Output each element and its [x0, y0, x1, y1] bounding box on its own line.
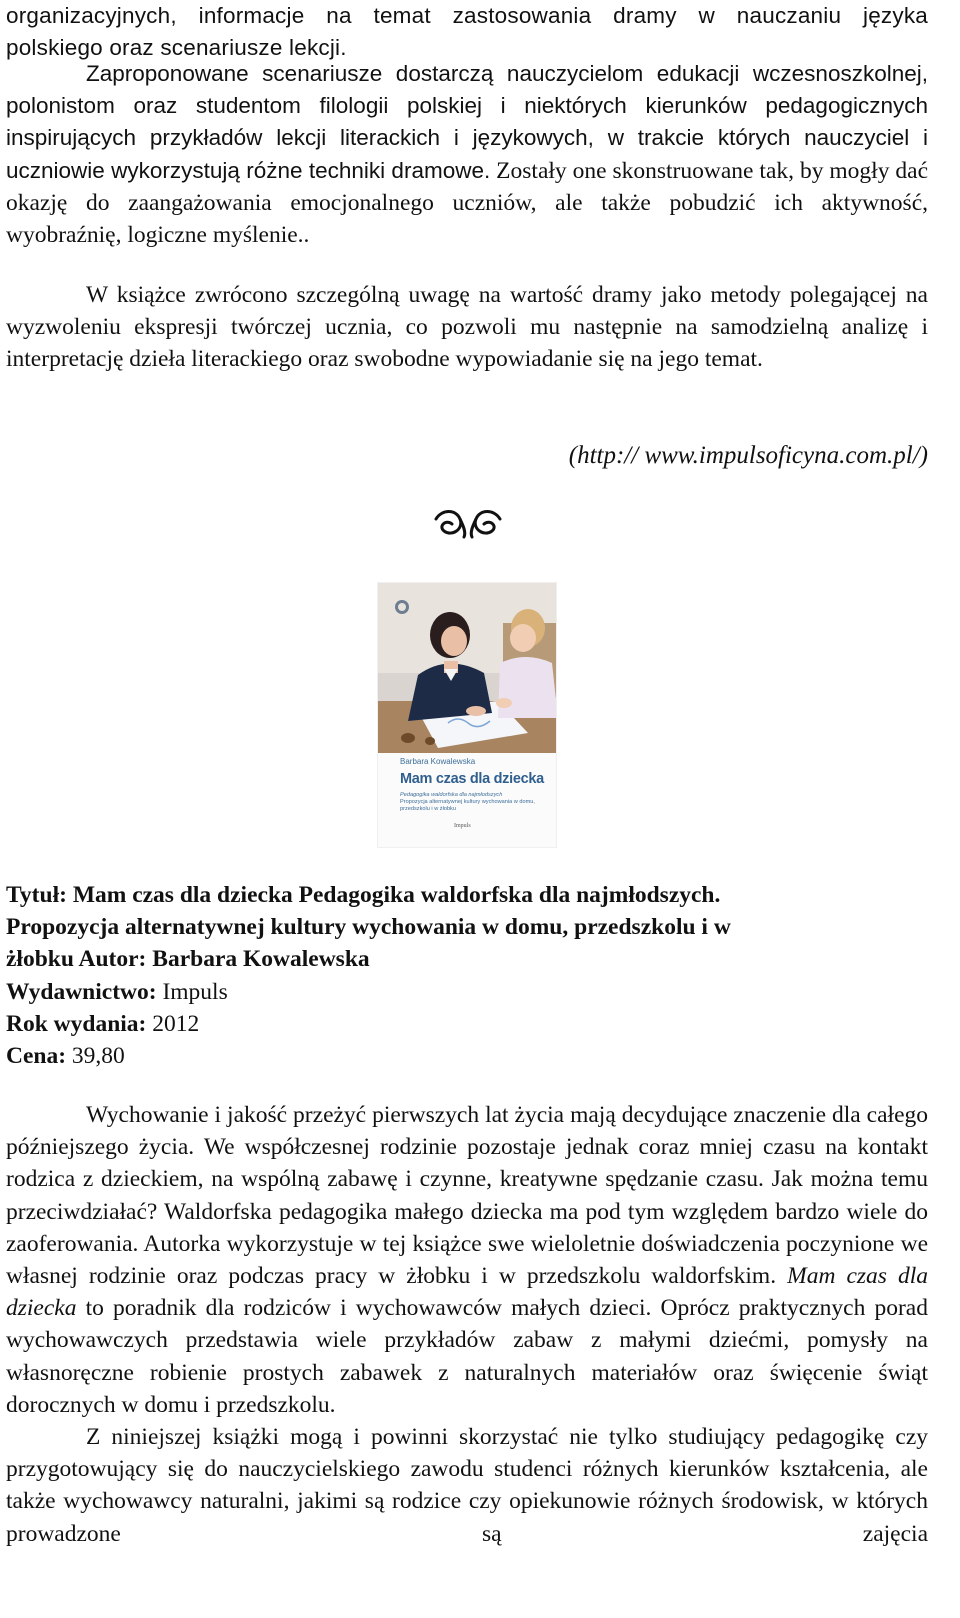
info-price-label: Cena:: [6, 1043, 67, 1070]
review-text-1b: to poradnik dla rodziców i wychowawców małych dzieci. Oprócz praktycznych porad wychowawczych przedstawia wiele przykładów zabaw z małymi dziećmi, pomysły na własnoręczne robienie prostych zabawek z naturalnych materiałów oraz święcenie świąt dorocznych w domu i przedszkolu.: [6, 1295, 928, 1418]
review-block: [6, 1099, 928, 1550]
scenarios-paragraph: [6, 58, 928, 251]
cover-photo: [378, 583, 557, 753]
info-title-value-1: Mam czas dla dziecka Pedagogika waldorfska dla najmłodszych.: [72, 882, 721, 908]
info-title-line-2: Propozycja alternatywnej kultury wychowania w domu, przedszkolu i w: [6, 914, 731, 941]
review-paragraph-2: Z niniejszej książki mogą i powinni skorzystać nie tylko studiujący pedagogikę czy przygotowujący się do nauczycielskiego zawodu studenci różnych kierunków kształcenia, ale także wychowawcy naturalni, jakimi są rodzice czy opiekunowie różnych środowisk, w których prowadzone są zajęcia: [6, 1424, 928, 1547]
info-price: [6, 1040, 928, 1072]
info-title-value-3: żłobku: [6, 946, 74, 973]
scenarios-text-sans: Zaproponowane scenariusze dostarczą nauczycielom edukacji wczesnoszkolnej, polonistom oraz studentom filologii polskiej i niektórych kierunków pedagogicznych inspirujących przykładów lekcji literackich i językowych, w trakcie których nauczyciel i uczniowie wykorzystują różne techniki dramowe.: [6, 61, 928, 183]
review-book-title: Mam czas dla dziecka: [6, 1263, 929, 1322]
book-info: [6, 879, 928, 1072]
cover-author: Barbara Kowalewska: [400, 757, 476, 766]
info-author-value: Barbara Kowalewska: [152, 946, 370, 973]
intro-block: [6, 0, 928, 64]
scenarios-text-serif: Zostały one skonstruowane tak, by mogły dać okazję do zaangażowania emocjonalnego uczniów, ale także pobudzić ich aktywność, wyobraźnię, logiczne myślenie..: [6, 157, 928, 249]
cover-subtitle-line: Pedagogika waldorfska dla najmłodszych: [400, 792, 503, 798]
info-title-label: Tytuł:: [6, 882, 67, 908]
info-title-line-1: [6, 879, 928, 911]
info-year: [6, 1008, 928, 1040]
info-publisher-value: Impuls: [162, 978, 228, 1005]
info-year-label: Rok wydania:: [6, 1010, 147, 1037]
review-paragraph-1: [6, 1099, 928, 1421]
cover-title: Mam czas dla dziecka: [400, 771, 544, 787]
book-block: [6, 279, 928, 376]
info-title-line-3: [6, 943, 928, 975]
info-price-value: 39,80: [71, 1043, 125, 1070]
scenarios-block: [6, 58, 928, 251]
cover-subtitle: [400, 792, 542, 813]
intro-line-2: polskiego oraz scenariusze lekcji.: [6, 35, 347, 61]
info-year-value: 2012: [152, 1010, 200, 1037]
review-text-1a: Wychowanie i jakość przeżyć pierwszych lat życia mają decydujące znaczenie dla całego późniejszego życia. We współczesnej rodzinie pozostaje jednak coraz mniej czasu na kontakt rodzica z dzieckiem, na wspólną zabawę i czynne, kreatywne spędzanie czasu. Jak można temu przeciwdziałać? Waldorfska pedagogika małego dziecka ma pod tym względem bardzo wiele do zaoferowania. Autorka wykorzystuje w tej książce swe wieloletnie doświadczenia poczynione we własnej rodzinie oraz podczas pracy w żłobku i w przedszkolu waldorfskim.: [6, 1102, 928, 1290]
cover-subtitle-line: przedszkolu i w żłobku: [400, 806, 456, 812]
cover-subtitle-line: Propozycja alternatywnej kultury wychowania w domu,: [400, 799, 535, 805]
book-cover-image: [377, 582, 557, 848]
info-author-label: Autor:: [78, 946, 147, 973]
info-publisher-label: Wydawnictwo:: [6, 978, 157, 1005]
fleuron-ornament-icon: [430, 505, 506, 545]
source-url[interactable]: (http:// www.impulsoficyna.com.pl/): [568, 442, 928, 469]
info-publisher: [6, 976, 928, 1008]
intro-line-1: organizacyjnych, informacje na temat zastosowania dramy w nauczaniu języka: [6, 3, 928, 28]
cover-publisher-logo: Impuls: [454, 823, 471, 829]
book-paragraph: W książce zwrócono szczególną uwagę na wartość dramy jako metody polegającej na wyzwoleniu ekspresji twórczej ucznia, co pozwoli mu następnie na samodzielną analizę i interpretację dzieła literackiego oraz swobodne wypowiadanie się na jego temat.: [6, 282, 928, 373]
